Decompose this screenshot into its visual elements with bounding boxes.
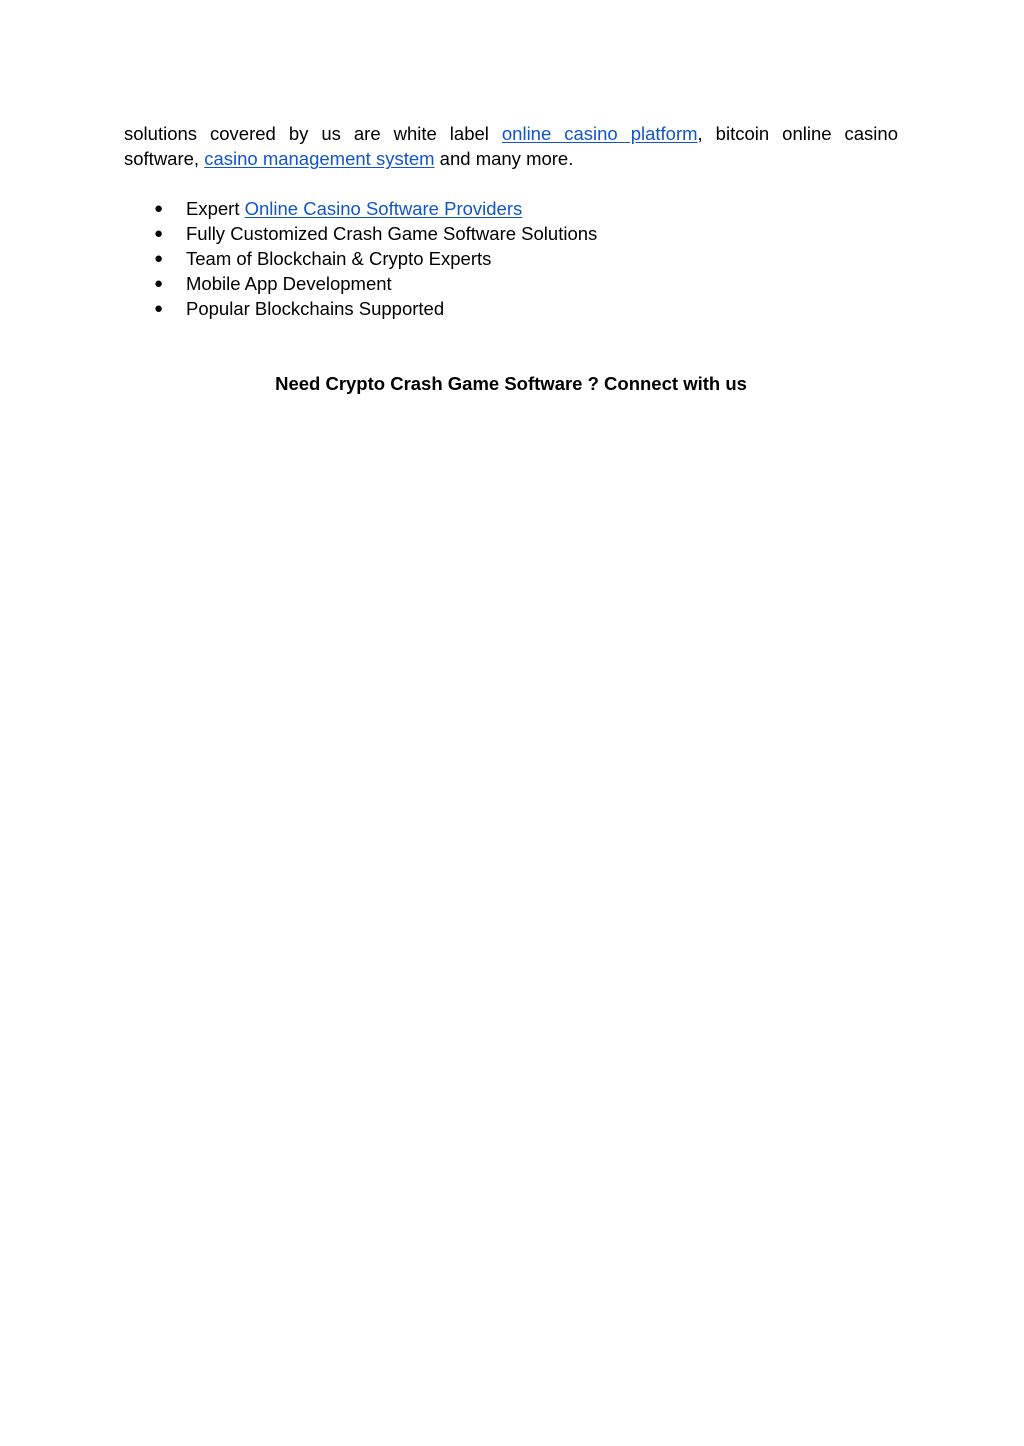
document-page [124, 121, 898, 396]
list-item-text: Fully Customized Crash Game Software Solutions [186, 223, 598, 244]
features-list [124, 196, 898, 321]
list-item [124, 221, 898, 246]
intro-text-4: and many more. [434, 148, 574, 169]
list-item [124, 271, 898, 296]
cta-heading: Need Crypto Crash Game Software ? Connect with us [275, 373, 747, 394]
bullet-icon: ● [154, 275, 164, 292]
intro-text-1: solutions covered by us are white label [124, 123, 502, 144]
intro-line-2 [124, 146, 898, 171]
intro-line-1 [124, 121, 898, 146]
bullet-icon: ● [154, 225, 164, 242]
bullet-icon: ● [154, 200, 164, 217]
list-item-text: Expert [186, 198, 245, 219]
intro-paragraph [124, 121, 898, 171]
casino-management-system-link[interactable]: casino management system [204, 148, 435, 169]
bullet-icon: ● [154, 300, 164, 317]
intro-text-3: software, [124, 148, 205, 169]
list-item-text: Mobile App Development [186, 273, 392, 294]
list-item-text: Popular Blockchains Supported [186, 298, 445, 319]
online-casino-platform-link[interactable]: online casino platform [501, 123, 698, 144]
list-item [124, 296, 898, 321]
list-item [124, 196, 898, 221]
online-casino-software-providers-link[interactable]: Online Casino Software Providers [244, 198, 523, 219]
list-item [124, 246, 898, 271]
intro-text-2: , bitcoin online casino [697, 123, 898, 144]
list-item-text: Team of Blockchain & Crypto Experts [186, 248, 492, 269]
bullet-icon: ● [154, 250, 164, 267]
